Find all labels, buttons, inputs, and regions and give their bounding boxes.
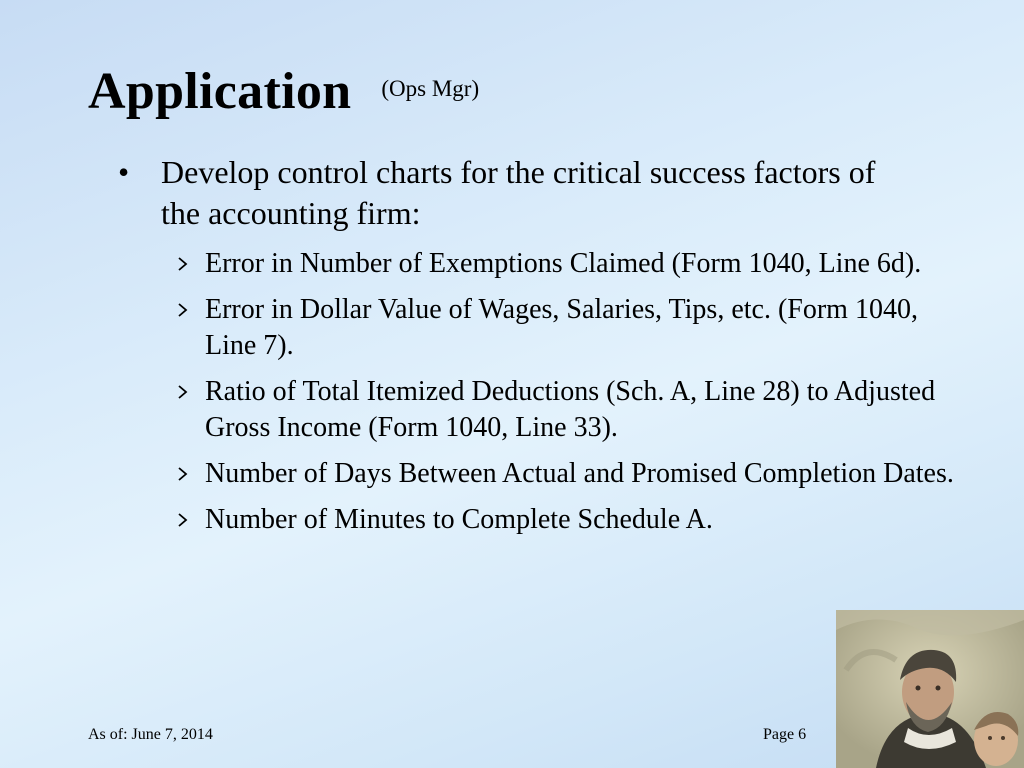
title-subtitle: (Ops Mgr) bbox=[381, 76, 480, 101]
title-main: Application bbox=[88, 63, 352, 120]
list-item bbox=[176, 502, 966, 538]
bullet-text: Develop control charts for the critical success factors of the accounting firm: bbox=[161, 154, 876, 231]
list-item bbox=[176, 374, 966, 446]
list-item bbox=[176, 456, 966, 492]
subitem-text: Error in Number of Exemptions Claimed (Form 1040, Line 6d). bbox=[205, 248, 922, 279]
footer-date: As of: June 7, 2014 bbox=[88, 726, 213, 743]
subitem-text: Error in Dollar Value of Wages, Salaries, Tips, etc. (Form 1040, Line 7). bbox=[205, 294, 918, 361]
subitem-text: Number of Minutes to Complete Schedule A. bbox=[205, 504, 713, 535]
list-item bbox=[176, 292, 966, 364]
list-item bbox=[176, 246, 966, 282]
chevron-right-icon bbox=[176, 255, 190, 273]
chevron-right-icon bbox=[176, 301, 190, 319]
slide-title bbox=[88, 62, 479, 121]
portrait-painting-icon bbox=[836, 610, 1024, 768]
subitem-list bbox=[176, 246, 966, 548]
chevron-right-icon bbox=[176, 465, 190, 483]
chevron-right-icon bbox=[176, 383, 190, 401]
portrait-painting bbox=[836, 610, 1024, 768]
chevron-right-icon bbox=[176, 511, 190, 529]
footer-page-number: Page 6 bbox=[763, 726, 807, 743]
subitem-text: Ratio of Total Itemized Deductions (Sch. A, Line 28) to Adjusted Gross Income (Form 1040, Line 33). bbox=[205, 376, 936, 443]
bullet-dot-icon: • bbox=[118, 154, 130, 190]
subitem-text: Number of Days Between Actual and Promised Completion Dates. bbox=[205, 458, 954, 489]
